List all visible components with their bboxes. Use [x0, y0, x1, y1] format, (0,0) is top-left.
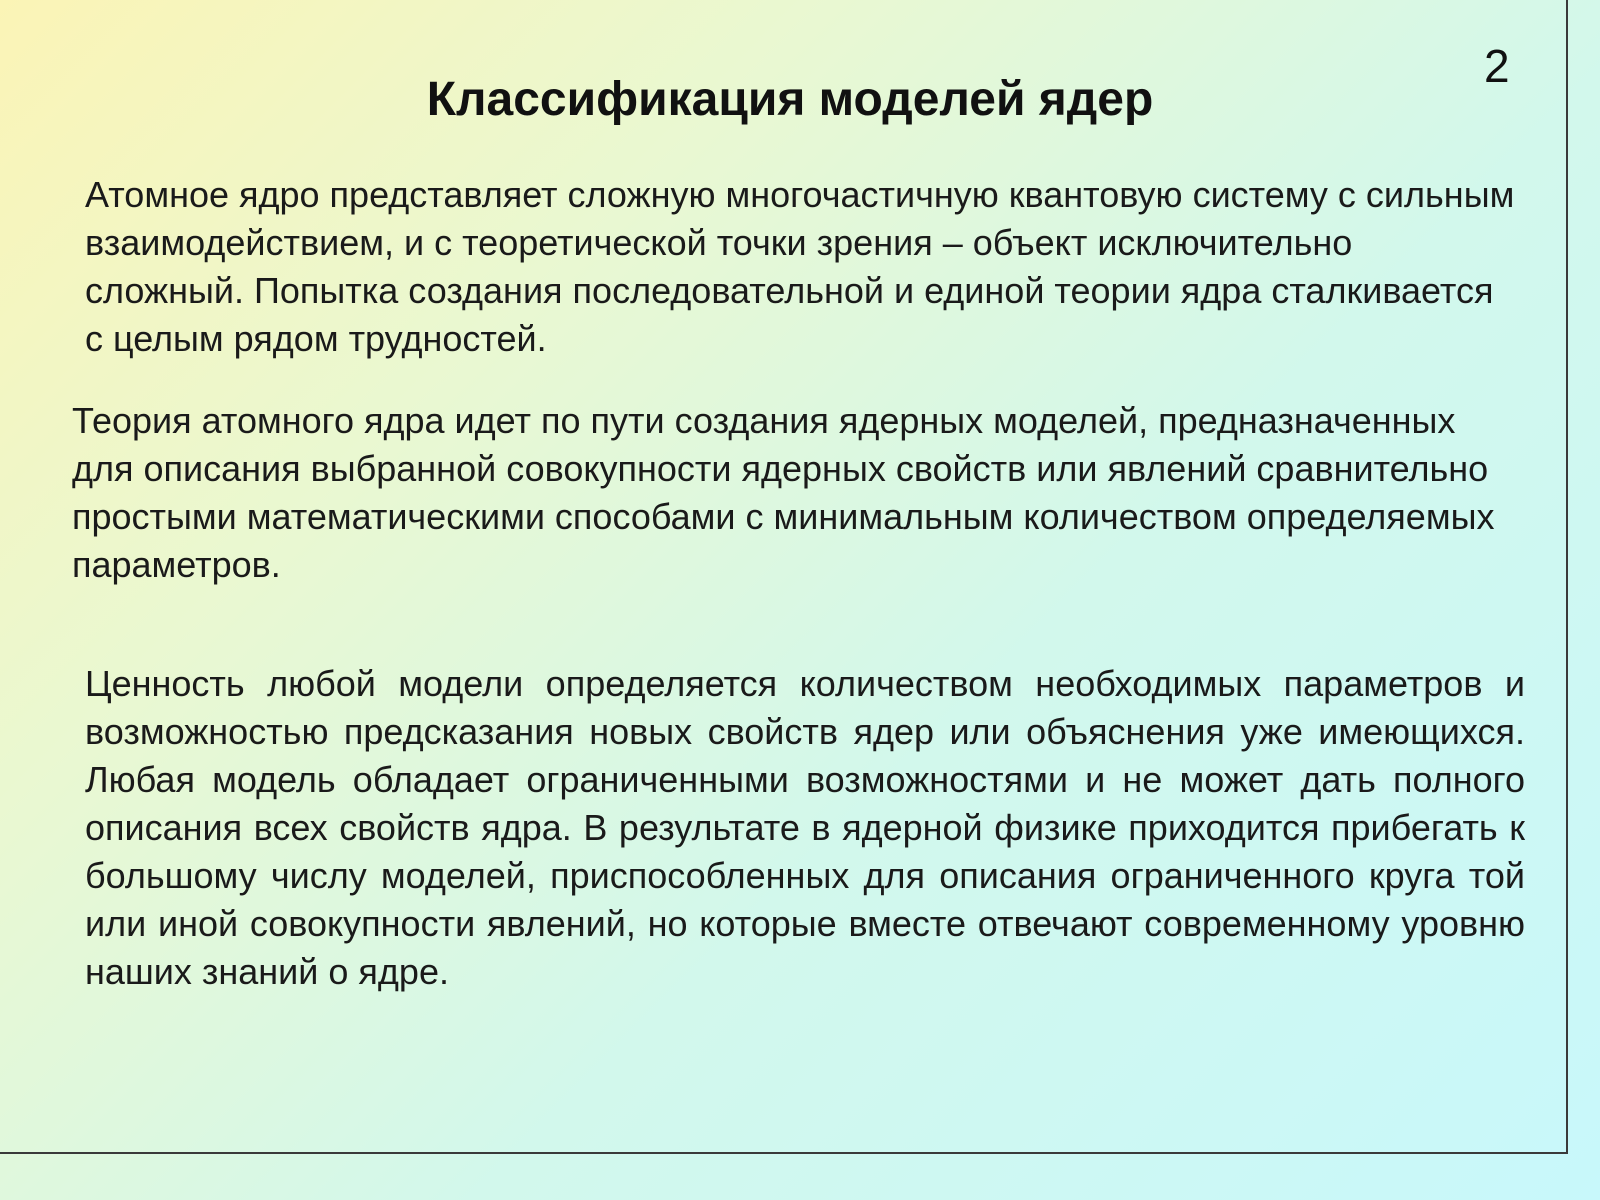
- page-number: 2: [1484, 40, 1510, 92]
- slide-title: Классификация моделей ядер: [426, 73, 1154, 126]
- paragraph-nuclear-models: Теория атомного ядра идет по пути создания ядерных моделей, предназначенных для описания выбранной совокупности ядерных свойств или явлений сравнительно простыми математическими способами с минимальным количеством определяемых параметров.: [72, 400, 1495, 585]
- paragraph-model-value: Ценность любой модели определяется количеством необходимых параметров и возможностью предсказания новых свойств ядер или объяснения уже имеющихся. Любая модель обладает ограниченными возможностями и не может дать полного описания всех свойств ядра. В результате в ядерной физике приходится прибегать к большому числу моделей, приспособленных для описания ограниченного круга той или иной совокупности явлений, но которые вместе отвечают современному уровню наших знаний о ядре.: [85, 663, 1525, 992]
- paragraph-intro: Атомное ядро представляет сложную многочастичную квантовую систему с сильным взаимодействием, и с теоретической точки зрения – объект исключительно сложный. Попытка создания последовательной и единой теории ядра сталкивается с целым рядом трудностей.: [85, 174, 1515, 359]
